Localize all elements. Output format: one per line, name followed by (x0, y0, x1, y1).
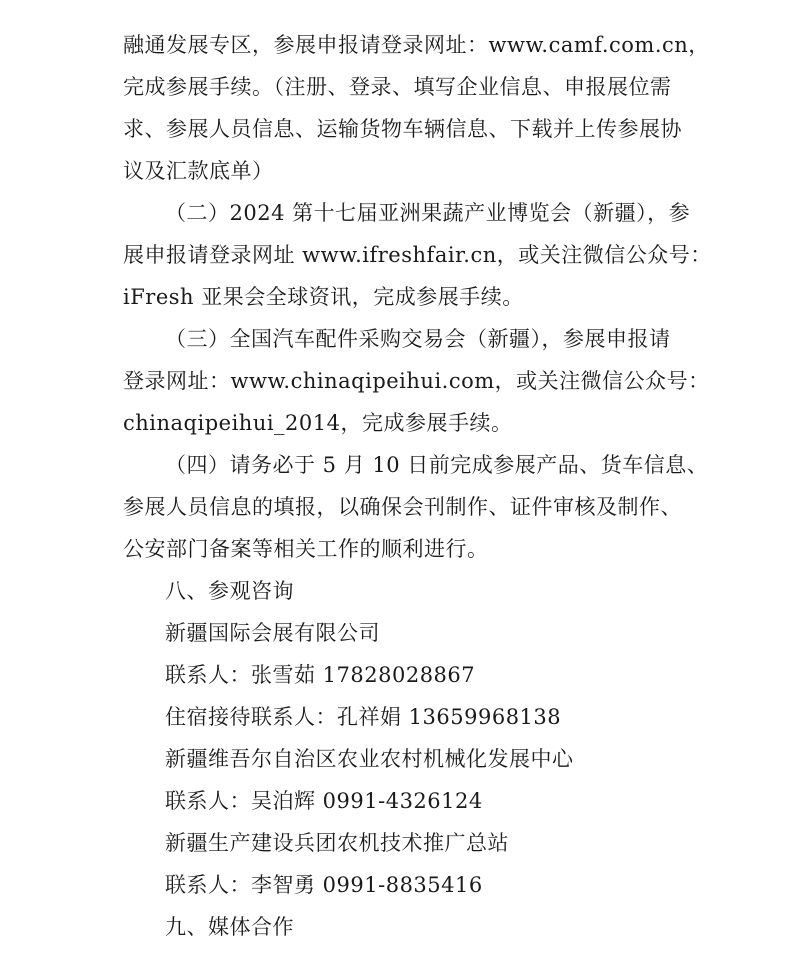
paragraph-line: 完成参展手续。（注册、登录、填写企业信息、申报展位需 (123, 75, 672, 99)
contact-person: 联系人：吴泊辉 0991-4326124 (165, 789, 483, 813)
paragraph-line: （二）2024 第十七届亚洲果蔬产业博览会（新疆），参 (165, 201, 691, 225)
paragraph-line: （三）全国汽车配件采购交易会（新疆），参展申报请 (165, 327, 671, 351)
paragraph-line: 求、参展人员信息、运输货物车辆信息、下载并上传参展协 (123, 117, 682, 141)
paragraph-line: 公安部门备案等相关工作的顺利进行。 (123, 537, 489, 561)
contact-person: 联系人：张雪茹 17828028867 (165, 663, 476, 687)
paragraph-line: 融通发展专区，参展申报请登录网址：www.camf.com.cn， (123, 33, 710, 57)
contact-person: 联系人：李智勇 0991-8835416 (165, 873, 483, 897)
paragraph-line: 议及汇款底单） (123, 159, 274, 183)
paragraph-line: 登录网址：www.chinaqipeihui.com，或关注微信公众号： (123, 369, 710, 393)
contact-organization: 新疆国际会展有限公司 (165, 621, 380, 645)
paragraph-line: chinaqipeihui_2014，完成参展手续。 (123, 411, 513, 435)
contact-person: 住宿接待联系人：孔祥娟 13659968138 (165, 705, 562, 729)
paragraph-line: （四）请务必于 5 月 10 日前完成参展产品、货车信息、 (165, 453, 709, 477)
section-heading: 九、媒体合作 (165, 915, 294, 939)
section-heading: 八、参观咨询 (165, 579, 294, 603)
paragraph-line: iFresh 亚果会全球资讯，完成参展手续。 (123, 285, 524, 309)
contact-organization: 新疆维吾尔自治区农业农村机械化发展中心 (165, 747, 574, 771)
paragraph-line: 展申报请登录网址 www.ifreshfair.cn，或关注微信公众号： (123, 243, 712, 267)
paragraph-line: 参展人员信息的填报，以确保会刊制作、证件审核及制作、 (123, 495, 682, 519)
contact-organization: 新疆生产建设兵团农机技术推广总站 (165, 831, 509, 855)
